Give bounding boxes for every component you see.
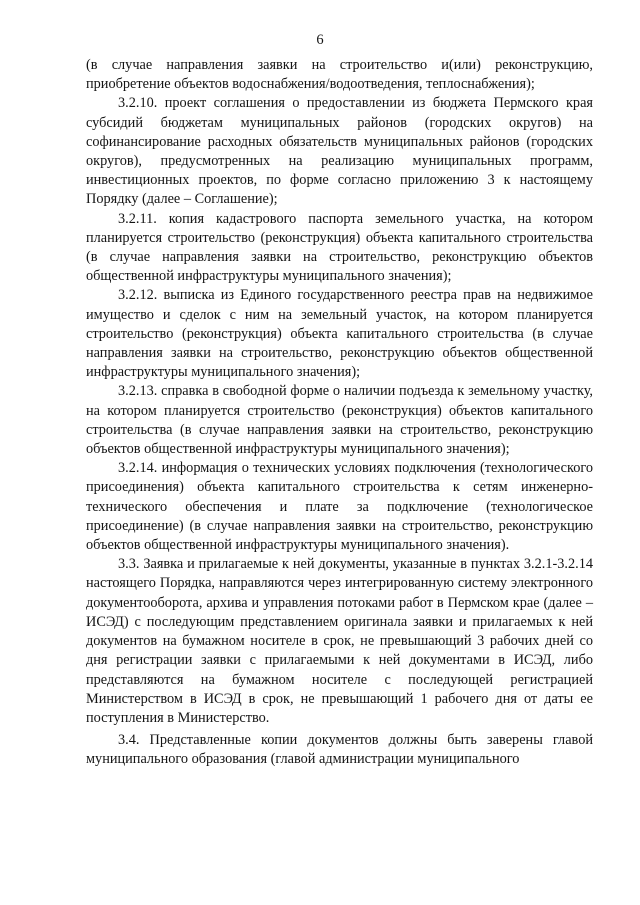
paragraph-3-2-11: 3.2.11. копия кадастрового паспорта земельного участка, на котором планируется строительство (реконструкция) объекта капитального строительства (в случае направления заявки на строительство, реконструкцию объектов общественной инфраструктуры муниципального значения); bbox=[86, 210, 593, 285]
paragraph-3-2-10: 3.2.10. проект соглашения о предоставлении из бюджета Пермского края субсидий бюджетам муниципальных районов (городских округов) на софинансирование расходных обязательств муниципальных районов (городских округов), предусмотренных на реализацию муниципальных программ, инвестиционных проектов, по форме согласно приложению 3 к настоящему Порядку (далее – Соглашение); bbox=[86, 95, 593, 208]
paragraph-3-2-13: 3.2.13. справка в свободной форме о наличии подъезда к земельному участку, на котором планируется строительство (реконструкция) объектов капитального строительства (в случае направления заявки на строительство, реконструкцию объектов общественной инфраструктуры муниципального значения); bbox=[86, 383, 593, 458]
paragraph-3-2-14: 3.2.14. информация о технических условиях подключения (технологического присоединения) объекта капитального строительства к сетям инженерно-технического обеспечения и плате за подключение (технологическое присоединение) (в случае направления заявки на строительство, реконструкцию объектов общественной инфраструктуры муниципального значения). bbox=[86, 460, 593, 554]
document-body bbox=[86, 56, 593, 770]
paragraph-3-2-12: 3.2.12. выписка из Единого государственного реестра прав на недвижимое имущество и сделок с ним на земельный участок, на котором планируется строительство (реконструкция) объекта капитального строительства (в случае направления заявки на строительство, реконструкцию объектов общественной инфраструктуры муниципального значения); bbox=[86, 287, 593, 381]
paragraph-3-3: 3.3. Заявка и прилагаемые к ней документы, указанные в пунктах 3.2.1-3.2.14 настоящего Порядка, направляются через интегрированную систему электронного документооборота, архива и управления потоками работ в Пермском крае (далее – ИСЭД) с последующим представлением оригинала заявки и прилагаемых к ней документов на бумажном носителе в срок, не превышающий 3 рабочих дней со дня регистрации заявки с прилагаемыми к ней документами в ИСЭД, либо представляются на бумажном носителе с последующей регистрацией Министерством в ИСЭД в срок, не превышающий 1 рабочего дня от даты ее поступления в Министерство. bbox=[86, 556, 593, 726]
paragraph-continuation: (в случае направления заявки на строительство и(или) реконструкцию, приобретение объектов водоснабжения/водоотведения, теплоснабжения); bbox=[86, 57, 593, 93]
page-number: 6 bbox=[316, 32, 324, 48]
paragraph-3-4: 3.4. Представленные копии документов должны быть заверены главой муниципального образования (главой администрации муниципального bbox=[86, 732, 593, 768]
